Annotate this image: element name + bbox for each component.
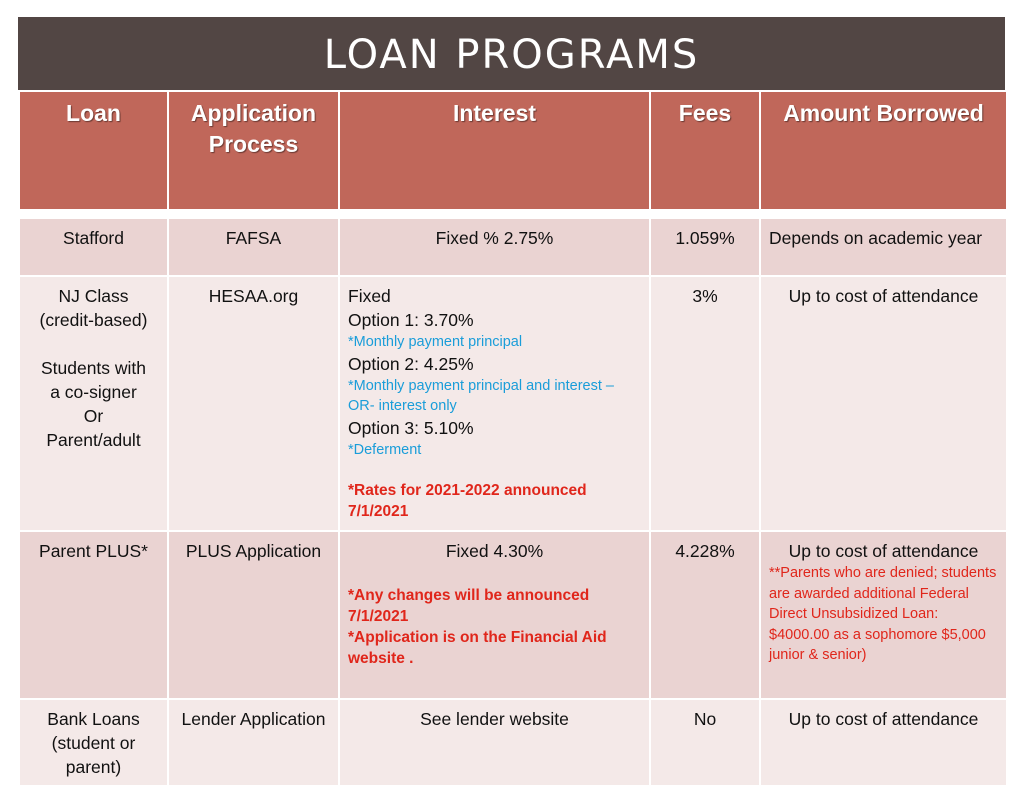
cell-fees: 4.228% <box>650 531 760 699</box>
interest-option-1: Option 1: 3.70% <box>348 310 474 330</box>
cell-application: HESAA.org <box>168 276 339 531</box>
cell-application: Lender Application <box>168 699 339 786</box>
rates-announcement: *Rates for 2021-2022 announced 7/1/2021 <box>348 482 587 520</box>
cell-amount: Up to cost of attendance <box>760 699 1007 786</box>
interest-option-2-note: *Monthly payment principal and interest – OR- interest only <box>348 378 614 414</box>
cell-loan: Bank Loans (student or parent) <box>19 699 168 786</box>
cell-fees: 3% <box>650 276 760 531</box>
cell-interest: See lender website <box>339 699 650 786</box>
interest-option-2: Option 2: 4.25% <box>348 354 474 374</box>
cell-interest <box>339 531 650 699</box>
cell-interest: Fixed % 2.75% <box>339 218 650 276</box>
cell-application: FAFSA <box>168 218 339 276</box>
header-loan: Loan <box>19 91 168 210</box>
application-note: *Application is on the Financial Aid website . <box>348 629 607 667</box>
loan-line: (credit-based) <box>39 310 148 330</box>
loan-line: NJ Class <box>58 286 129 306</box>
cell-loan: Parent PLUS* <box>19 531 168 699</box>
interest-option-3: Option 3: 5.10% <box>348 418 474 438</box>
interest-fixed: Fixed 4.30% <box>445 541 544 561</box>
cell-interest <box>339 276 650 531</box>
cell-amount <box>760 531 1007 699</box>
title-bar <box>18 17 1005 90</box>
header-application-process: Application Process <box>168 91 339 210</box>
loan-line: Students with <box>40 358 147 378</box>
denied-parents-note: **Parents who are denied; students are awarded additional Federal Direct Unsubsidized Loan: $4000.00 as a sophomore $5,000 junior & senior) <box>769 565 997 663</box>
loan-programs-table <box>18 90 1006 787</box>
table-row-bank-loans <box>19 699 1007 786</box>
slide-title: LOAN PROGRAMS <box>323 31 700 78</box>
loan-line: Parent/adult <box>46 430 141 450</box>
table-row-stafford <box>19 218 1007 276</box>
interest-option-1-note: *Monthly payment principal <box>348 334 523 350</box>
cell-application: PLUS Application <box>168 531 339 699</box>
cell-amount: Depends on academic year <box>760 218 1007 276</box>
interest-option-3-note: *Deferment <box>348 442 422 458</box>
cell-fees: 1.059% <box>650 218 760 276</box>
header-interest: Interest <box>339 91 650 210</box>
loan-line: a co-signer <box>50 382 137 402</box>
header-amount-borrowed: Amount Borrowed <box>760 91 1007 210</box>
changes-announcement: *Any changes will be announced 7/1/2021 <box>348 587 590 625</box>
cell-loan: Stafford <box>19 218 168 276</box>
table-row-nj-class <box>19 276 1007 531</box>
table-row-parent-plus <box>19 531 1007 699</box>
header-fees: Fees <box>650 91 760 210</box>
cell-loan <box>19 276 168 531</box>
interest-fixed: Fixed <box>348 286 391 306</box>
amount-line: Up to cost of attendance <box>788 541 979 561</box>
header-row <box>19 91 1007 210</box>
cell-amount: Up to cost of attendance <box>760 276 1007 531</box>
cell-fees: No <box>650 699 760 786</box>
loan-line: Or <box>83 406 104 426</box>
